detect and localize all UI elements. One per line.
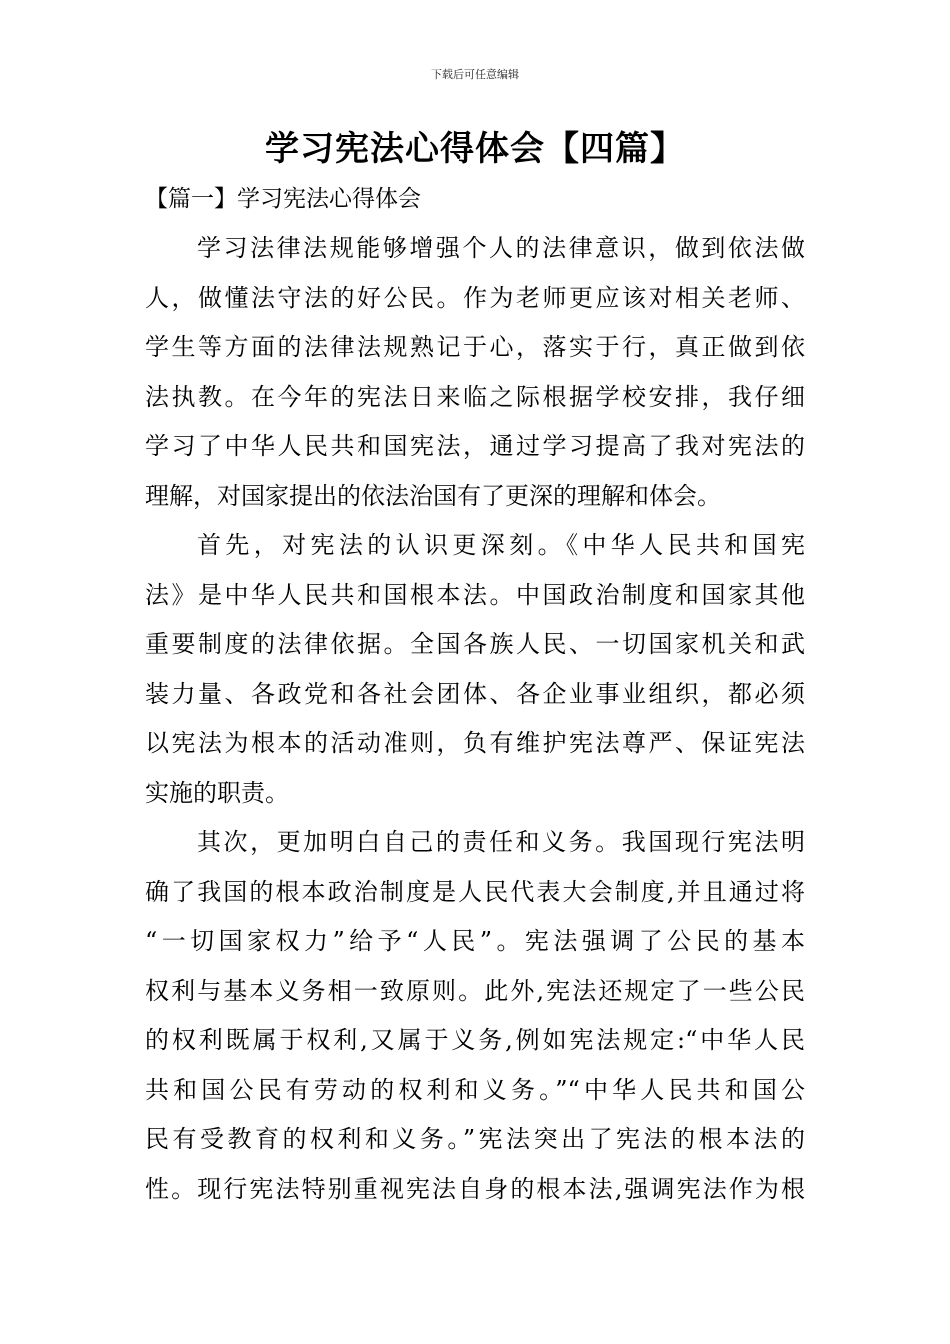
paragraph-line: 首先，对宪法的认识更深刻。《中华人民共和国宪 xyxy=(197,531,805,559)
paragraph-line: 实施的职责。 xyxy=(145,778,289,807)
paragraph-line: 确了我国的根本政治制度是人民代表大会制度,并且通过将 xyxy=(145,877,805,906)
paragraph-line: 共和国公民有劳动的权利和义务。”“中华人民共和国公 xyxy=(145,1075,805,1104)
paragraph-line: 人，做懂法守法的好公民。作为老师更应该对相关老师、 xyxy=(145,283,805,312)
paragraph-line: 法》是中华人民共和国根本法。中国政治制度和国家其他 xyxy=(145,580,805,609)
paragraph-line: 以宪法为根本的活动准则，负有维护宪法尊严、保证宪法 xyxy=(145,729,805,757)
paragraph-line: 学习法律法规能够增强个人的法律意识，做到依法做 xyxy=(197,234,805,262)
paragraph-2 xyxy=(145,521,805,818)
paragraph-line: 性。现行宪法特别重视宪法自身的根本法,强调宪法作为根 xyxy=(145,1174,805,1203)
paragraph-line: 学习了中华人民共和国宪法，通过学习提高了我对宪法的 xyxy=(145,432,805,460)
paragraph-3 xyxy=(145,818,805,1214)
paragraph-line: 法执教。在今年的宪法日来临之际根据学校安排，我仔细 xyxy=(145,382,805,411)
section-heading: 【篇一】学习宪法心得体会 xyxy=(145,186,421,212)
paragraph-line: 学生等方面的法律法规熟记于心，落实于行，真正做到依 xyxy=(145,333,805,361)
paragraph-line: 装力量、各政党和各社会团体、各企业事业组织，都必须 xyxy=(145,679,805,708)
paragraph-line: 权利与基本义务相一致原则。此外,宪法还规定了一些公民 xyxy=(145,976,805,1005)
paragraph-line: “一切国家权力”给予“人民”。宪法强调了公民的基本 xyxy=(145,927,805,955)
document-body xyxy=(145,224,805,1214)
header-note: 下载后可任意编辑 xyxy=(431,68,519,81)
paragraph-line: 重要制度的法律依据。全国各族人民、一切国家机关和武 xyxy=(145,630,805,658)
paragraph-line: 的权利既属于权利,又属于义务,例如宪法规定:“中华人民 xyxy=(145,1026,805,1054)
paragraph-1 xyxy=(145,224,805,521)
paragraph-line: 民有受教育的权利和义务。”宪法突出了宪法的根本法的 xyxy=(145,1125,805,1153)
paragraph-line: 理解，对国家提出的依法治国有了更深的理解和体会。 xyxy=(145,481,721,510)
document-title: 学习宪法心得体会【四篇】 xyxy=(265,129,685,169)
paragraph-line: 其次，更加明白自己的责任和义务。我国现行宪法明 xyxy=(197,828,805,856)
